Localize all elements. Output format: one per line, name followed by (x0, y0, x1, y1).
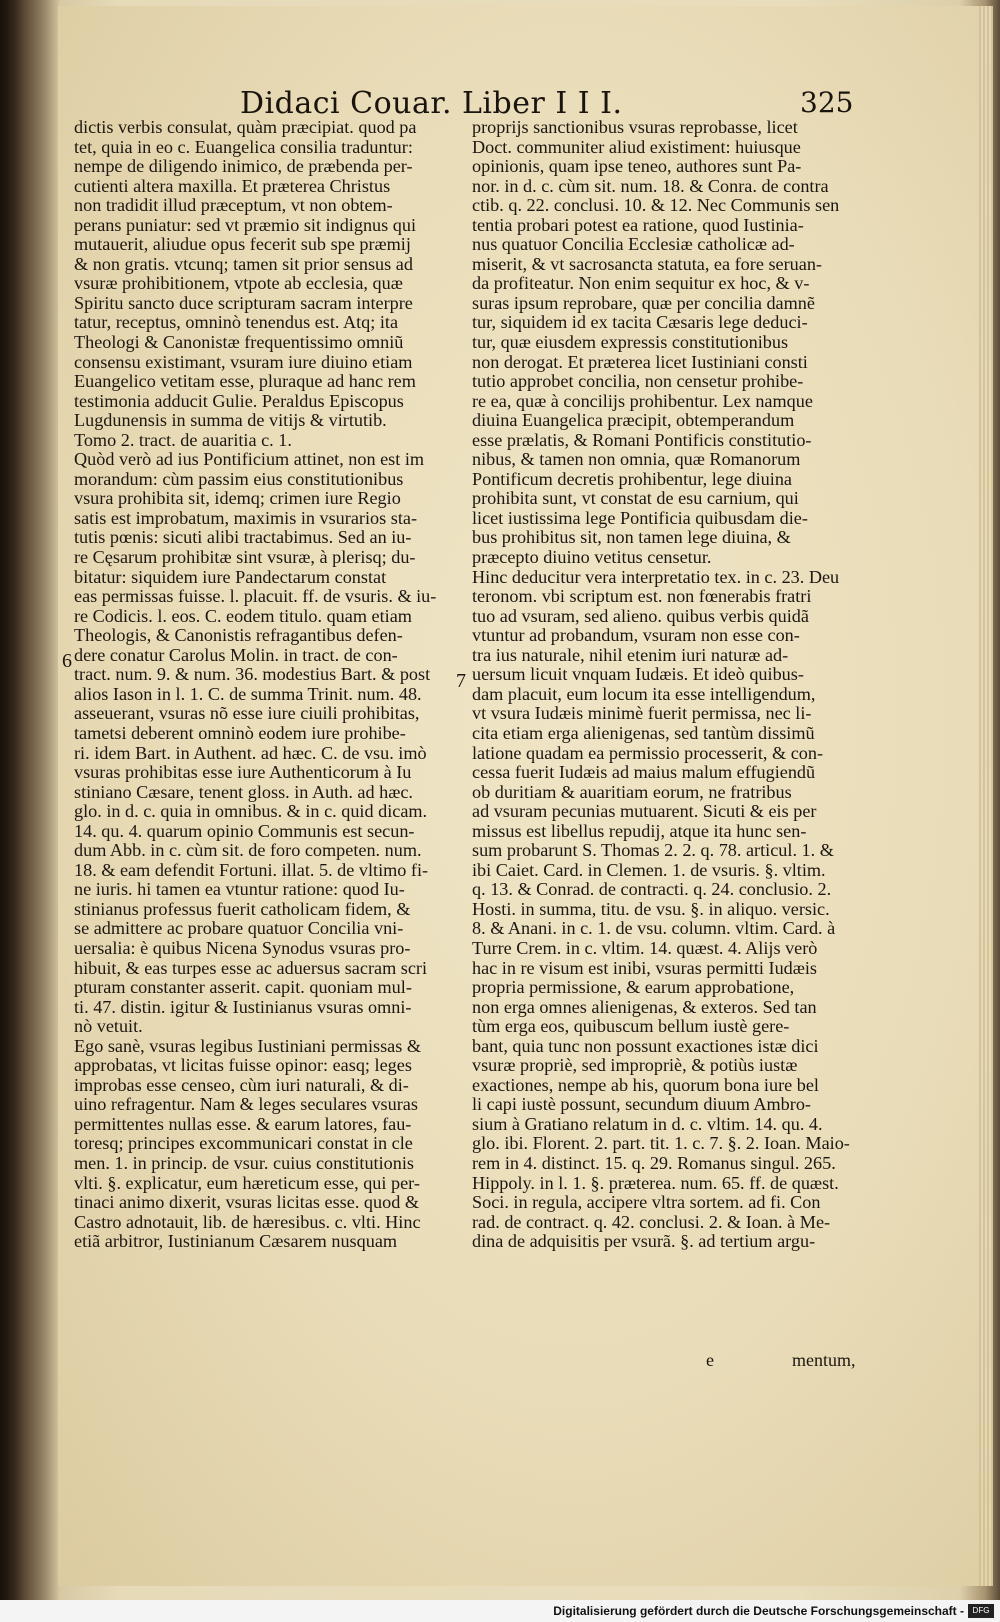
left-text-column (74, 118, 456, 1368)
right-column-line: tra ius naturale, nihil etenim iuri naturæ ad- (472, 644, 789, 665)
margin-number-right: 7 (456, 670, 466, 692)
left-column-line: Spiritu sancto duce scripturam sacram interpre (74, 292, 413, 313)
right-column-line: uersum licuit vnquam Iudæis. Et ideò quibus- (472, 664, 804, 685)
right-column-line: hac in re visum est inibi, vsuras permitti Iudæis (472, 957, 818, 978)
left-column-line: Ego sanè, vsuras legibus Iustiniani permissas & (74, 1035, 422, 1056)
book-spine-shadow (0, 0, 60, 1622)
left-column-line: improbas esse censeo, cùm iuri naturali, & di- (74, 1074, 409, 1095)
signature-mark: e (706, 1350, 714, 1370)
left-column-line: Theologis, & Canonistis refragantibus defen- (74, 625, 403, 646)
left-column-line: re Cęsarum prohibitæ sint vsuræ, à plerisq; du- (74, 547, 416, 568)
right-column-line: tùm erga eos, quibuscum bellum iustè gere- (472, 1016, 790, 1037)
right-column-line: ad vsuram pecunias mutuarent. Sicuti & eis per (472, 801, 817, 822)
left-column-line: toresq; principes excommunicari constat in cle (74, 1133, 413, 1154)
left-column-line: consensu existimant, vsuram iure diuino etiam (74, 351, 413, 372)
right-column-line: dam placuit, eum locum ita esse intelligendum, (472, 683, 816, 704)
right-column-line: bus prohibitus sit, non tamen lege diuina, & (472, 527, 791, 548)
right-column-line: Pontificum decretis prohibentur, lege diuina (472, 468, 792, 489)
digitization-credit: Digitalisierung gefördert durch die Deutsche Forschungsgemeinschaft - (553, 1604, 964, 1618)
left-column-line: Tomo 2. tract. de auaritia c. 1. (74, 429, 292, 450)
left-column-line: Quòd verò ad ius Pontificium attinet, non est im (74, 449, 425, 470)
right-column-line: ob duritiam & auaritiam eorum, ne fratribus (472, 781, 792, 802)
right-column-line: licet iustissima lege Pontificia quibusdam die- (472, 507, 808, 528)
running-title: Didaci Couar. Liber I I I. (240, 86, 623, 121)
left-column-line: uersalia: è quibus Nicena Synodus vsuras pro- (74, 937, 411, 958)
right-column-line: Hinc deducitur vera interpretatio tex. in c. 23. Deu (472, 566, 840, 587)
right-column-line: tutio approbet concilia, non censetur prohibe- (472, 371, 804, 392)
left-column-line: satis est improbatum, maximis in vsurarios sta- (74, 507, 417, 528)
right-column-line: sum probarunt S. Thomas 2. 2. q. 78. articul. 1. & (472, 840, 834, 861)
right-column-line: Turre Crem. in c. vltim. 14. quæst. 4. Alijs verò (472, 937, 818, 958)
left-column-line: hibuit, & eas turpes esse ac aduersus sacram scri (74, 957, 428, 978)
right-column-line: vsuræ propriè, sed impropriè, & potiùs iustæ (472, 1055, 798, 1076)
catchword: mentum, (792, 1350, 856, 1370)
right-column-line: vt vsura Iudæis minimè fuerit permissa, nec li- (472, 703, 812, 724)
right-column-line: q. 13. & Conrad. de contracti. q. 24. conclusio. 2. (472, 879, 832, 900)
right-column-line: da profiteatur. Non enim sequitur ex hoc, & v- (472, 273, 810, 294)
right-column-line: nus quatuor Concilia Ecclesiæ catholicæ ad- (472, 234, 795, 255)
left-column-line: glo. in d. c. quia in omnibus. & in c. quid dicam. (74, 801, 428, 822)
left-column-line: vsuras prohibitas esse iure Authenticorum à Iu (74, 762, 412, 783)
left-column-line: vsuræ prohibitionem, vtpote ab ecclesia, quæ (74, 273, 403, 294)
margin-number-left: 6 (62, 650, 72, 672)
left-column-line: perans puniatur: sed vt præmio sit indignus qui (74, 214, 417, 235)
left-column-line: permittentes nullas esse. & earum latores, fau- (74, 1113, 412, 1134)
dfg-logo: DFG (968, 1604, 994, 1618)
left-column-line: tatur, receptus, omninò tenendus est. Atq; ita (74, 312, 399, 333)
left-column-line: mutauerit, aliudue opus fecerit sub spe præmij (74, 234, 411, 255)
left-column-line: tet, quia in eo c. Euangelica consilia traduntur: (74, 136, 413, 157)
page-edge (979, 6, 993, 1586)
left-column-line: alios Iason in l. 1. C. de summa Trinit. num. 48. (74, 683, 422, 704)
right-column-line: vtuntur ad probandum, vsuram non esse con- (472, 625, 800, 646)
left-column-line: asseuerant, vsuras nõ esse iure ciuili prohibitas, (74, 703, 420, 724)
left-column-line: etiã arbitror, Iustinianum Cæsarem nusquam (74, 1231, 398, 1252)
left-column-line: dictis verbis consulat, quàm præcipiat. quod pa (74, 118, 417, 137)
right-column-line: tur, siquidem id ex tacita Cæsaris lege deduci- (472, 312, 808, 333)
right-column-line: Doct. communiter aliud existiment: huiusque (472, 136, 801, 157)
left-column-line: dum Abb. in c. cùm sit. de foro competen. num. (74, 840, 422, 861)
left-column-line: vsura prohibita sit, idemq; crimen iure Regio (74, 488, 401, 509)
left-column-line: ri. idem Bart. in Authent. ad hæc. C. de vsu. imò (74, 742, 427, 763)
right-column-line: opinionis, quam ipse teneo, authores sunt Pa- (472, 156, 802, 177)
page-number: 325 (800, 86, 854, 119)
right-column-line: cessa fuerit Iudæis ad maius malum effugiendũ (472, 762, 816, 783)
left-column-line: uino refragentur. Nam & leges seculares vsuras (74, 1094, 418, 1115)
right-column-line: nor. in d. c. cùm sit. num. 18. & Conra. de contra (472, 175, 829, 196)
right-column-line: ctib. q. 22. conclusi. 10. & 12. Nec Communis sen (472, 195, 840, 216)
right-column-line: 8. & Anani. in c. 1. de vsu. column. vltim. Card. à (472, 918, 836, 939)
right-column-line: li capi iustè possunt, secundum diuum Ambro- (472, 1094, 811, 1115)
left-column-line: stinianus professus fuerit catholicam fidem, & (74, 898, 411, 919)
right-column-line: non erga omnes alienigenas, & exteros. Sed tan (472, 996, 817, 1017)
right-column-line: præcepto diuino vetitus censetur. (472, 547, 712, 568)
right-column-line: exactiones, nempe ab his, quorum bona iure bel (472, 1074, 819, 1095)
left-column-line: bitatur: siquidem iure Pandectarum constat (74, 566, 387, 587)
left-column-line: men. 1. in princip. de vsur. cuius constitutionis (74, 1152, 414, 1173)
left-column-line: Lugdunensis in summa de vitijs & virtutib. (74, 410, 387, 431)
right-column-line: teronom. vbi scriptum est. non fœnerabis fratri (472, 586, 812, 607)
left-column-line: nò vetuit. (74, 1016, 143, 1037)
right-column-line: glo. ibi. Florent. 2. part. tit. 1. c. 7. §. 2. Ioan. Maio- (472, 1133, 850, 1154)
right-column-line: proprijs sanctionibus vsuras reprobasse, licet (472, 118, 798, 137)
left-column-line: vlti. §. explicatur, eum hæreticum esse, qui per- (74, 1172, 420, 1193)
right-column-line: rad. de contract. q. 42. conclusi. 2. & Ioan. à Me- (472, 1211, 831, 1232)
right-column-line: propria permissione, & earum approbatione, (472, 977, 795, 998)
right-column-line: cita etiam erga alienigenas, sed tantùm dissimũ (472, 722, 815, 743)
right-column-line: tuo ad vsuram, sed alieno. quibus verbis quidã (472, 605, 809, 626)
left-column-line: Castro adnotauit, lib. de hæresibus. c. vlti. Hinc (74, 1211, 421, 1232)
right-column-line: bant, quia tunc non possunt exactiones istæ dici (472, 1035, 819, 1056)
left-column-line: Euangelico vetitam esse, pluraque ad hanc rem (74, 371, 416, 392)
left-column-line: morandum: cùm passim eius constitutionibus (74, 468, 404, 489)
left-column-line: re Codicis. l. eos. C. eodem titulo. quam etiam (74, 605, 412, 626)
right-column-line: dina de adquisitis per vsurã. §. ad tertium argu- (472, 1231, 816, 1252)
left-column-line: tutis pœnis: sicuti alibi tractabimus. Sed an iu- (74, 527, 412, 548)
right-column-line: Hippoly. in l. 1. §. præterea. num. 65. ff. de quæst. (472, 1172, 839, 1193)
left-column-line: tract. num. 9. & num. 36. modestius Bart. & post (74, 664, 431, 685)
digitization-credit-bar (0, 1600, 1000, 1622)
right-column-line: Soci. in regula, accipere vltra sortem. ad fi. Con (472, 1192, 821, 1213)
left-column-line: ti. 47. distin. igitur & Iustinianus vsuras omni- (74, 996, 412, 1017)
right-column-line: miserit, & vt sacrosancta statuta, ea fore seruan- (472, 253, 822, 274)
left-column-line: testimonia adducit Gulie. Peraldus Episcopus (74, 390, 404, 411)
left-column-line: 18. & eam defendit Fortuni. illat. 5. de vltimo fi- (74, 859, 429, 880)
right-column-line: esse prælatis, & Romani Pontificis constitutio- (472, 429, 812, 450)
right-column-line: sium à Gratiano relatum in d. c. vltim. 14. qu. 4. (472, 1113, 823, 1134)
right-column-line: non derogat. Et præterea licet Iustiniani consti (472, 351, 808, 372)
right-column-line: re ea, quæ à concilijs prohibentur. Lex namque (472, 390, 813, 411)
right-column-line: tur, quæ eiusdem expressis constitutionibus (472, 332, 789, 353)
left-column-line: 14. qu. 4. quarum opinio Communis est secun- (74, 820, 415, 841)
right-column-line: rem in 4. distinct. 15. q. 29. Romanus singul. 265. (472, 1152, 836, 1173)
left-column-line: Theologi & Canonistæ frequentissimo omniũ (74, 332, 404, 353)
right-text-column (472, 118, 850, 1368)
right-column-line: latione quadam ea permissio processerit, & con- (472, 742, 824, 763)
left-column-line: se admittere ac probare quatuor Concilia vni- (74, 918, 404, 939)
left-column-line: dere conatur Carolus Molin. in tract. de con- (74, 644, 398, 665)
right-column-line: Hosti. in summa, titu. de vsu. §. in aliquo. versic. (472, 898, 830, 919)
left-column-line: cutienti altera maxilla. Et præterea Christus (74, 175, 391, 196)
left-column-line: approbatas, vt licitas fuisse opinor: easq; leges (74, 1055, 412, 1076)
right-column-line: missus est libellus repudij, atque ita hunc sen- (472, 820, 807, 841)
left-column-line: eas permissas fuisse. l. placuit. ff. de vsuris. & iu- (74, 586, 437, 607)
right-column-line: tentia probari potest ea ratione, quod Iustinia- (472, 214, 804, 235)
left-column-line: ne iuris. hi tamen ea vtuntur ratione: quod Iu- (74, 879, 405, 900)
left-column-line: non tradidit illud præceptum, vt non obtem- (74, 195, 393, 216)
left-column-line: tametsi deberent omninò eodem iure prohibe- (74, 722, 406, 743)
left-column-line: pturam constanter asserit. capit. quoniam mul- (74, 977, 412, 998)
right-column-line: ibi Caiet. Card. in Clemen. 1. de vsuris. §. vltim. (472, 859, 826, 880)
right-column-line: nibus, & tamen non omnia, quæ Romanorum (472, 449, 801, 470)
right-column-line: prohibita sunt, vt constat de esu carnium, qui (472, 488, 799, 509)
right-column-line: suras ipsum reprobare, quæ per concilia damnẽ (472, 292, 815, 313)
left-column-line: stiniano Cæsare, tenent gloss. in Auth. ad hæc. (74, 781, 413, 802)
left-column-line: tinaci animo dixerit, vsuras licitas esse. quod & (74, 1192, 419, 1213)
left-column-line: & non gratis. vtcunq; tamen sit prior sensus ad (74, 253, 413, 274)
left-column-line: nempe de diligendo inimico, de præbenda per- (74, 156, 413, 177)
right-column-line: diuina Euangelica præcipit, obtemperandum (472, 410, 795, 431)
